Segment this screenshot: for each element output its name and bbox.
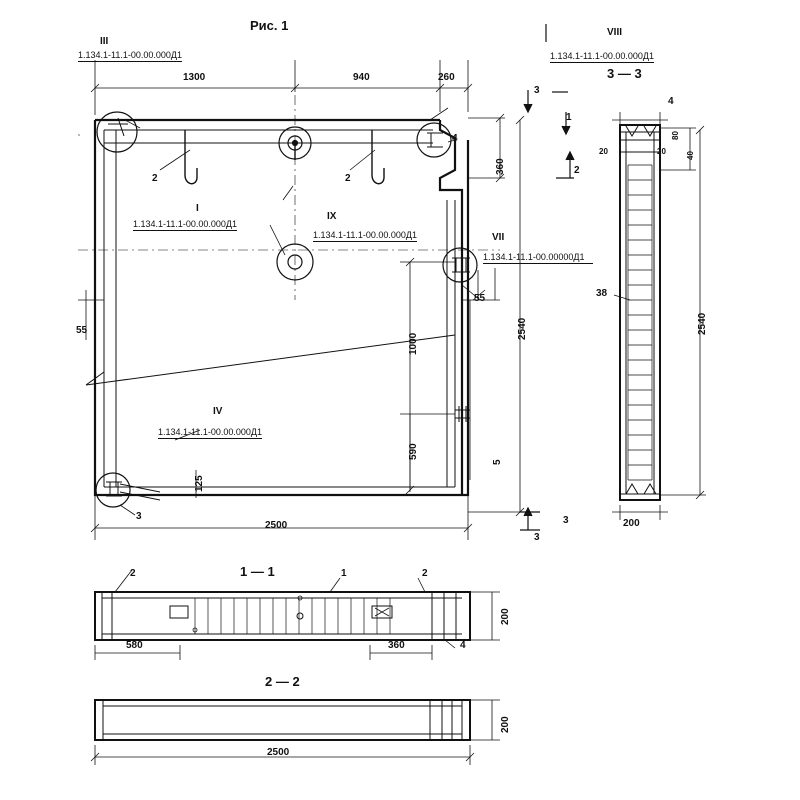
mark-2-e: 2: [574, 165, 580, 176]
mark-3-a: 3: [136, 511, 142, 522]
dim-top-260: 260: [438, 72, 455, 83]
callout-text-vii: 1.134.1-11.1-00.00000Д1: [483, 252, 593, 264]
dim-s33-200: 200: [623, 518, 640, 529]
dim-right-2540: 2540: [517, 317, 528, 340]
dim-right-360: 360: [495, 158, 506, 175]
callout-id-vii: VII: [492, 232, 505, 243]
dim-left-55: 55: [76, 325, 88, 336]
dim-bottom-2500: 2500: [265, 520, 288, 531]
dim-s22-2500: 2500: [267, 747, 290, 758]
dim-inner-1000: 1000: [408, 332, 419, 355]
mark-2-d: 2: [422, 568, 428, 579]
callout-text-viii: 1.134.1-11.1-00.00.000Д1: [550, 51, 655, 61]
dim-s33-38: 38: [596, 288, 608, 299]
figure-title: Рис. 1: [250, 18, 289, 33]
mark-2-a: 2: [152, 173, 158, 184]
section-title-3-3: 3 — 3: [607, 66, 642, 81]
dim-s33-2540: 2540: [697, 312, 708, 335]
dim-s33-20b: 20: [657, 147, 666, 156]
dim-inner-5: 5: [492, 459, 503, 465]
mark-1-b: 1: [341, 568, 347, 579]
callout-id-i: I: [196, 203, 199, 214]
section-title-2-2: 2 — 2: [265, 674, 300, 689]
dim-s33-80: 80: [671, 131, 680, 140]
dim-s11-580: 580: [126, 640, 143, 651]
callout-text-iv: 1.134.1-11.1-00.00.000Д1: [158, 427, 263, 437]
callout-text-ix: 1.134.1-11.1-00.00.000Д1: [313, 230, 418, 240]
callout-text-iii: 1.134.1-11.1-00.00.000Д1: [78, 50, 183, 60]
mark-3-d: 3: [534, 532, 540, 543]
dim-top-940: 940: [353, 72, 370, 83]
dim-s11-200: 200: [500, 608, 511, 625]
callout-id-iv: IV: [213, 406, 223, 417]
mark-3-c: 3: [534, 85, 540, 96]
mark-3-b: 3: [563, 515, 569, 526]
callout-text-i: 1.134.1-11.1-00.00.000Д1: [133, 219, 238, 229]
dim-top-1300: 1300: [183, 72, 206, 83]
dim-s33-20a: 20: [599, 147, 608, 156]
mark-4-c: 4: [460, 640, 466, 651]
callout-id-ix: IX: [327, 211, 337, 222]
dim-s22-200: 200: [500, 716, 511, 733]
callout-id-viii: VIII: [607, 27, 623, 38]
dim-inner-55: 55: [474, 293, 486, 304]
dim-inner-590: 590: [408, 443, 419, 460]
dim-s33-40: 40: [686, 151, 695, 160]
mark-1-a: 1: [566, 112, 572, 123]
mark-2-c: 2: [130, 568, 136, 579]
dim-inner-125: 125: [194, 475, 205, 492]
dim-s11-360: 360: [388, 640, 405, 651]
mark-2-b: 2: [345, 173, 351, 184]
mark-4-a: 4: [452, 133, 458, 144]
callout-id-iii: III: [100, 36, 109, 47]
mark-4-b: 4: [668, 96, 674, 107]
section-title-1-1: 1 — 1: [240, 564, 275, 579]
